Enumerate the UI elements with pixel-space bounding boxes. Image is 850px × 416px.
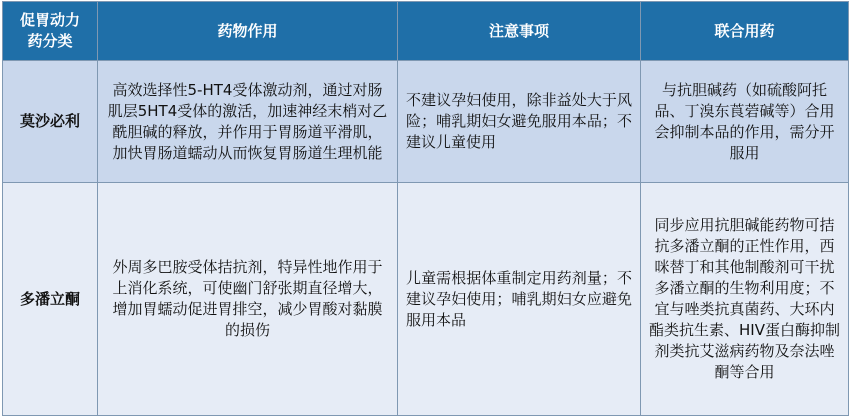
drug-action-cell: 外周多巴胺受体拮抗剂，特异性地作用于上消化系统，可使幽门舒张期直径增大，增加胃蠕动促进胃排空，减少胃酸对黏膜的损伤 [98,183,398,416]
precautions-cell: 不建议孕妇使用，除非益处大于风险；哺乳期妇女避免服用本品；不建议儿童使用 [398,61,641,183]
drug-action-cell: 高效选择性5-HT4受体激动剂，通过对肠肌层5HT4受体的激活，加速神经末梢对乙酰胆碱的释放，并作用于胃肠道平滑肌，加快胃肠道蠕动从而恢复胃肠道生理机能 [98,61,398,183]
table-body [3,61,849,416]
combination-cell: 与抗胆碱药（如硫酸阿托品、丁溴东莨菪碱等）合用会抑制本品的作用，需分开服用 [641,61,849,183]
table-row [3,61,849,183]
header-category: 促胃动力药分类 [3,2,98,61]
precautions-cell: 儿童需根据体重制定用药剂量；不建议孕妇使用；哺乳期妇女应避免服用本品 [398,183,641,416]
table-header [3,2,849,61]
combination-cell: 同步应用抗胆碱能药物可拮抗多潘立酮的正性作用，西咪替丁和其他制酸剂可干扰多潘立酮的生物利用度；不宜与唑类抗真菌药、大环内酯类抗生素、HIV蛋白酶抑制剂类抗艾滋病药物及奈法唑酮等合用 [641,183,849,416]
table-row [3,183,849,416]
drug-category-cell: 莫沙必利 [3,61,98,183]
header-action: 药物作用 [98,2,398,61]
header-combination: 联合用药 [641,2,849,61]
prokinetic-drug-table [2,1,849,416]
header-row [3,2,849,61]
drug-category-cell: 多潘立酮 [3,183,98,416]
header-precautions: 注意事项 [398,2,641,61]
